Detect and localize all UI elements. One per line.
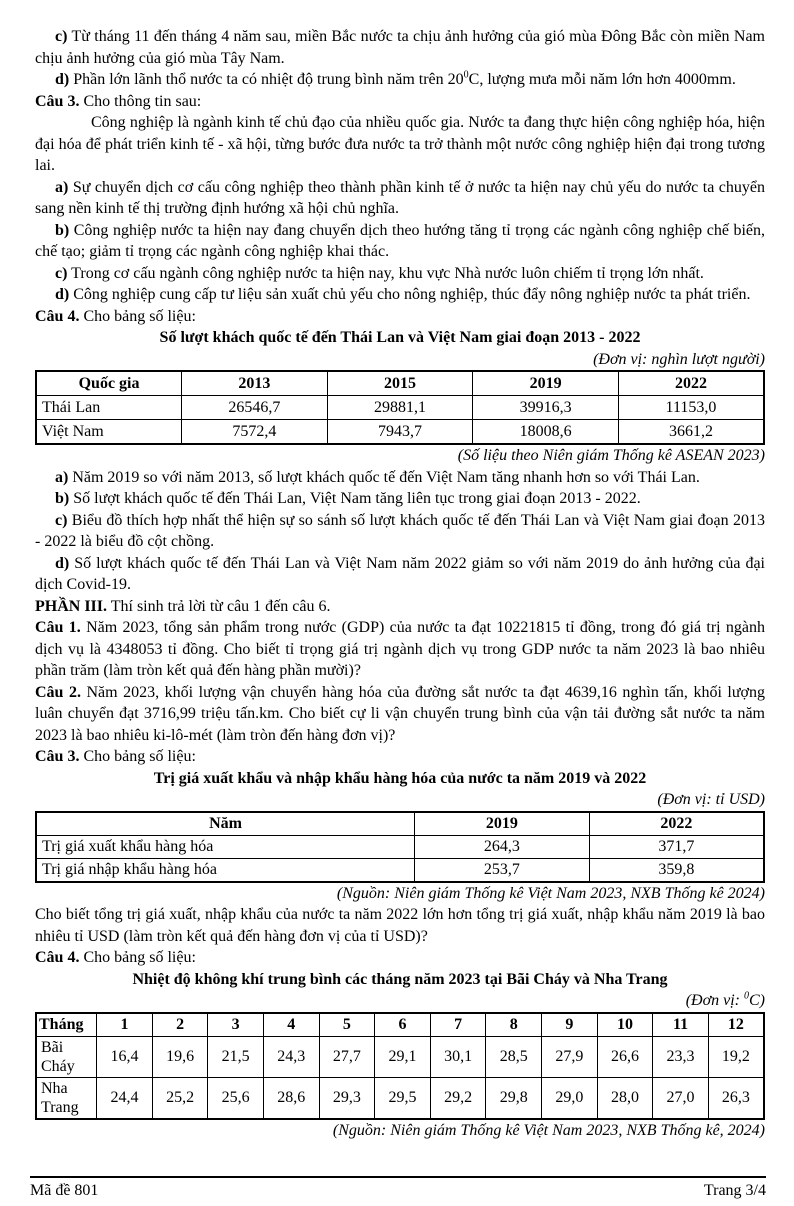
data-cell: 26,3: [708, 1077, 764, 1119]
data-cell: 253,7: [415, 858, 590, 882]
option-text: Công nghiệp cung cấp tư liệu sản xuất chủ yếu cho nông nghiệp, thúc đẩy nông nghiệp nước ta phát triển.: [69, 286, 751, 303]
option-label: b): [55, 221, 70, 239]
option-d-temperature: [35, 69, 765, 91]
question-intro: Cho bảng số liệu:: [79, 949, 196, 966]
header-cell: Năm: [36, 812, 415, 836]
unit-note-trade: (Đơn vị: tỉ USD): [657, 791, 765, 808]
option-text: Từ tháng 11 đến tháng 4 năm sau, miền Bắc nước ta chịu ảnh hưởng của gió mùa Đông Bắc còn miền Nam chịu ảnh hưởng của gió mùa Tây Nam.: [35, 28, 765, 67]
data-cell: 26,6: [597, 1036, 653, 1077]
data-cell: 25,2: [152, 1077, 208, 1119]
question-intro: Cho thông tin sau:: [79, 92, 202, 110]
option-label: c): [55, 511, 68, 529]
data-cell: 29,3: [319, 1077, 375, 1119]
exam-code: Mã đề 801: [30, 1181, 99, 1199]
data-cell: 29,5: [375, 1077, 431, 1119]
header-cell: 2019: [473, 371, 619, 396]
header-cell: 2022: [589, 812, 764, 836]
superscript-zero: 0: [463, 69, 469, 81]
header-cell: 10: [597, 1013, 653, 1037]
data-cell: 29,8: [486, 1077, 542, 1119]
question-p3-cau2: [35, 682, 765, 747]
table-header-row: [36, 812, 764, 836]
option-d-industry: [35, 284, 765, 306]
table-row: [36, 1077, 764, 1119]
option-a-industry: [35, 177, 765, 220]
data-cell: 28,6: [263, 1077, 319, 1119]
header-cell: 2: [152, 1013, 208, 1037]
question-p2-cau3-header: [35, 91, 765, 113]
option-text: Công nghiệp nước ta hiện nay đang chuyển dịch theo hướng tăng tỉ trọng các ngành công nghiệp chế biến, chế tạo; giảm tỉ trọng các ngành công nghiệp khai thác.: [35, 221, 765, 260]
header-cell: 7: [430, 1013, 486, 1037]
unit-post: C): [749, 992, 765, 1009]
header-cell: 2013: [182, 371, 328, 396]
header-cell: 4: [263, 1013, 319, 1037]
header-cell: 6: [375, 1013, 431, 1037]
data-cell: 25,6: [208, 1077, 264, 1119]
header-cell: 2022: [618, 371, 764, 396]
question-intro: Cho bảng số liệu:: [79, 748, 196, 765]
unit-note-temperature: [35, 990, 765, 1012]
row-label: Trị giá xuất khẩu hàng hóa: [36, 835, 415, 858]
option-c-visitors: [35, 510, 765, 553]
question-label: Câu 4.: [35, 307, 80, 325]
data-cell: 26546,7: [182, 396, 328, 420]
header-cell: 3: [208, 1013, 264, 1037]
header-cell: 12: [708, 1013, 764, 1037]
data-cell: 7943,7: [327, 420, 473, 445]
option-c-industry: [35, 263, 765, 285]
question-label: Câu 1.: [35, 619, 81, 636]
option-d-visitors: [35, 553, 765, 596]
source-note-visitors: (Số liệu theo Niên giám Thống kê ASEAN 2023): [457, 447, 765, 464]
option-label: c): [55, 264, 68, 282]
data-cell: 27,9: [542, 1036, 598, 1077]
header-cell: 9: [542, 1013, 598, 1037]
header-cell: 2015: [327, 371, 473, 396]
table-header-row: [36, 371, 764, 396]
data-cell: 29,0: [542, 1077, 598, 1119]
passage-industry: Công nghiệp là ngành kinh tế chủ đạo của nhiều quốc gia. Nước ta đang thực hiện công nghiệp hóa, hiện đại hóa để phát triển kinh tế - xã hội, từng bước đưa nước ta trở thành một nước công nghiệp hiện đại trong tương lai.: [35, 114, 765, 174]
data-cell: 24,4: [97, 1077, 153, 1119]
data-cell: 11153,0: [618, 396, 764, 420]
option-text: Biểu đồ thích hợp nhất thể hiện sự so sánh số lượt khách quốc tế đến Thái Lan và Việt Nam giai đoạn 2013 - 2022 là biểu đồ cột chồng.: [35, 511, 765, 550]
option-label: b): [55, 490, 70, 507]
data-cell: 29,2: [430, 1077, 486, 1119]
question-label: Câu 2.: [35, 683, 81, 701]
table-title-trade: Trị giá xuất khẩu và nhập khẩu hàng hóa của nước ta năm 2019 và 2022: [153, 769, 647, 787]
question-p3-cau3-header: [35, 746, 765, 768]
table-title-temperature: Nhiệt độ không khí trung bình các tháng năm 2023 tại Bãi Cháy và Nha Trang: [132, 970, 668, 988]
header-cell: Tháng: [36, 1013, 97, 1037]
visitors-table: [35, 370, 765, 445]
data-cell: 28,5: [486, 1036, 542, 1077]
superscript-zero: 0: [744, 990, 749, 1002]
option-c-monsoon: [35, 26, 765, 69]
table-title-visitors: Số lượt khách quốc tế đến Thái Lan và Việt Nam giai đoạn 2013 - 2022: [159, 329, 641, 346]
unit-pre: (Đơn vị:: [685, 992, 744, 1009]
trade-table: [35, 811, 765, 883]
question-text: Năm 2023, tổng sản phẩm trong nước (GDP) của nước ta đạt 10221815 tỉ đồng, trong đó giá trị ngành dịch vụ là 4348053 tỉ đồng. Cho biết tỉ trọng giá trị ngành dịch vụ trong GDP nước ta năm 2023 là bao nhiêu phần trăm (làm tròn kết quả đến hàng phần mười)?: [35, 619, 766, 679]
data-cell: 21,5: [208, 1036, 264, 1077]
option-label: d): [55, 71, 70, 88]
unit-note-visitors: (Đơn vị: nghìn lượt người): [593, 350, 765, 368]
option-label: d): [55, 554, 70, 572]
page-number: Trang 3/4: [703, 1181, 766, 1199]
question-intro: Cho bảng số liệu:: [79, 307, 196, 325]
data-cell: 359,8: [589, 858, 764, 882]
question-p3-cau1: [35, 617, 765, 682]
header-cell: 2019: [415, 812, 590, 836]
part-label: PHẦN III.: [35, 597, 108, 615]
data-cell: 29881,1: [327, 396, 473, 420]
data-cell: 24,3: [263, 1036, 319, 1077]
row-label: Trị giá nhập khẩu hàng hóa: [36, 858, 415, 882]
table-row: [36, 420, 764, 445]
data-cell: 23,3: [653, 1036, 709, 1077]
temperature-table: [35, 1012, 765, 1120]
part3-header: [35, 596, 765, 618]
option-label: c): [55, 28, 68, 45]
data-cell: 27,0: [653, 1077, 709, 1119]
header-cell: 1: [97, 1013, 153, 1037]
question-p3-cau3-text: Cho biết tổng trị giá xuất, nhập khẩu của nước ta năm 2022 lớn hơn tổng trị giá xuất, nhập khẩu năm 2019 là bao nhiêu tỉ USD (làm tròn kết quả đến hàng đơn vị của tỉ USD)?: [35, 906, 765, 945]
question-label: Câu 3.: [35, 92, 80, 110]
row-label: Thái Lan: [36, 396, 182, 420]
question-p2-cau4-header: [35, 306, 765, 328]
data-cell: 18008,6: [473, 420, 619, 445]
option-label: a): [55, 178, 69, 196]
option-text: Trong cơ cấu ngành công nghiệp nước ta hiện nay, khu vực Nhà nước luôn chiếm tỉ trọng lớn nhất.: [67, 264, 704, 282]
data-cell: 19,2: [708, 1036, 764, 1077]
source-note-trade: (Nguồn: Niên giám Thống kê Việt Nam 2023, NXB Thống kê 2024): [336, 884, 765, 902]
data-cell: 28,0: [597, 1077, 653, 1119]
data-cell: 3661,2: [618, 420, 764, 445]
data-cell: 371,7: [589, 835, 764, 858]
table-row: [36, 396, 764, 420]
data-cell: 27,7: [319, 1036, 375, 1077]
part-text: Thí sinh trả lời từ câu 1 đến câu 6.: [107, 597, 331, 615]
option-text: Sự chuyển dịch cơ cấu công nghiệp theo thành phần kinh tế ở nước ta hiện nay chủ yếu do nước ta chuyển sang nền kinh tế thị trường định hướng xã hội chủ nghĩa.: [35, 178, 765, 217]
option-b-visitors: [35, 488, 765, 510]
option-text: Năm 2019 so với năm 2013, số lượt khách quốc tế đến Việt Nam tăng nhanh hơn so với Thái Lan.: [68, 468, 700, 486]
question-p3-cau4-header: [35, 947, 765, 969]
table-row: [36, 1036, 764, 1077]
question-label: Câu 4.: [35, 949, 80, 966]
option-text: Số lượt khách quốc tế đến Thái Lan, Việt Nam tăng liên tục trong giai đoạn 2013 - 2022.: [69, 490, 641, 507]
option-label: a): [55, 468, 69, 486]
row-label: Việt Nam: [36, 420, 182, 445]
data-cell: 19,6: [152, 1036, 208, 1077]
question-label: Câu 3.: [35, 748, 80, 765]
table-row: [36, 835, 764, 858]
data-cell: 30,1: [430, 1036, 486, 1077]
header-cell: Quốc gia: [36, 371, 182, 396]
data-cell: 39916,3: [473, 396, 619, 420]
option-a-visitors: [35, 467, 765, 489]
row-label: Nha Trang: [36, 1077, 97, 1119]
option-text-pre: Phần lớn lãnh thổ nước ta có nhiệt độ trung bình năm trên 20: [69, 71, 464, 88]
option-b-industry: [35, 220, 765, 263]
table-row: [36, 858, 764, 882]
header-cell: 8: [486, 1013, 542, 1037]
question-text: Năm 2023, khối lượng vận chuyển hàng hóa của đường sắt nước ta đạt 4639,16 nghìn tấn, khối lượng luân chuyển đạt 3716,99 triệu tấn.km. Cho biết cự li vận chuyển trung bình của vận tải đường sắt nước ta năm 2023 là bao nhiêu ki-lô-mét (làm tròn đến hàng đơn vị)?: [35, 683, 766, 744]
data-cell: 16,4: [97, 1036, 153, 1077]
option-text: Số lượt khách quốc tế đến Thái Lan và Việt Nam năm 2022 giảm so với năm 2019 do ảnh hưởng của đại dịch Covid-19.: [35, 554, 765, 593]
page-footer: [30, 1176, 766, 1202]
source-note-temperature: (Nguồn: Niên giám Thống kê Việt Nam 2023, NXB Thống kê, 2024): [332, 1121, 765, 1139]
option-label: d): [55, 286, 70, 303]
row-label: Bãi Cháy: [36, 1036, 97, 1077]
data-cell: 264,3: [415, 835, 590, 858]
header-cell: 11: [653, 1013, 709, 1037]
header-cell: 5: [319, 1013, 375, 1037]
table-header-row: [36, 1013, 764, 1037]
data-cell: 29,1: [375, 1036, 431, 1077]
option-text-post: C, lượng mưa mỗi năm lớn hơn 4000mm.: [468, 71, 736, 88]
data-cell: 7572,4: [182, 420, 328, 445]
